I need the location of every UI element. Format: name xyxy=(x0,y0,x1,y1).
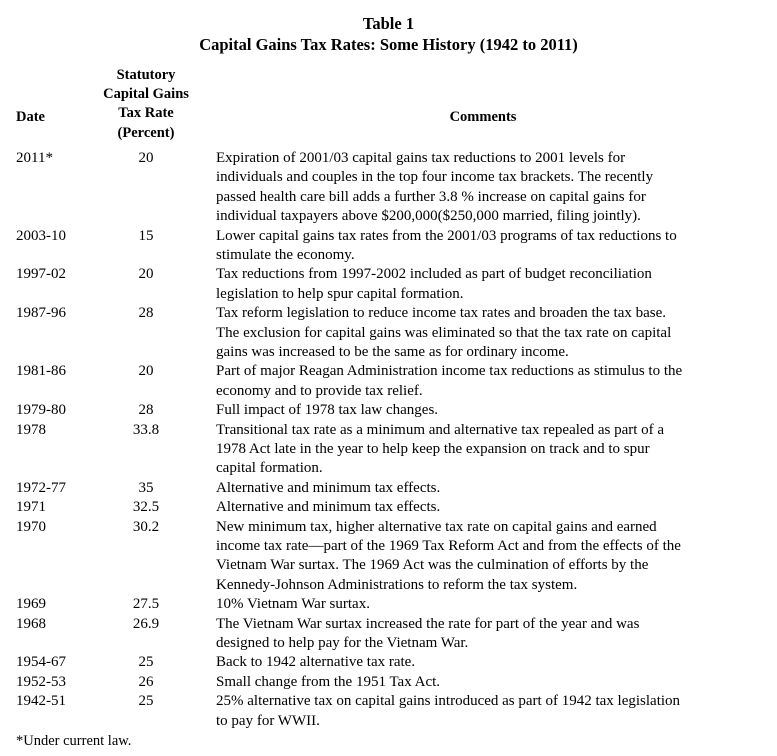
row-date: 1981-86 xyxy=(16,363,66,380)
header-tax-rate xyxy=(90,66,202,143)
row-comment-line: Full impact of 1978 tax law changes. xyxy=(216,402,439,419)
row-comment-line: New minimum tax, higher alternative tax rate on capital gains and earned xyxy=(216,518,657,535)
header-tax-rate-line: (Percent) xyxy=(117,124,175,141)
row-date: 1997-02 xyxy=(16,266,66,283)
row-comment-line: Expiration of 2001/03 capital gains tax reductions to 2001 levels for xyxy=(216,150,626,166)
row-date: 1968 xyxy=(16,615,46,632)
row-date: 1942-51 xyxy=(16,693,66,710)
row-tax-rate: 30.2 xyxy=(132,518,160,535)
row-date: 1979-80 xyxy=(16,402,66,419)
header-tax-rate-line: Tax Rate xyxy=(118,105,174,122)
row-comment xyxy=(216,595,756,614)
row-comment-line: Kennedy-Johnson Administrations to reform the tax system. xyxy=(216,576,578,593)
row-comment xyxy=(216,401,756,420)
row-comment-line: Small change from the 1951 Tax Act. xyxy=(216,673,441,690)
row-comment xyxy=(216,421,756,479)
table-title: Table 1 xyxy=(362,14,415,33)
row-date: 1969 xyxy=(16,596,46,613)
row-tax-rate: 33.8 xyxy=(132,421,160,438)
row-comment-line: 25% alternative tax on capital gains introduced as part of 1942 tax legislation xyxy=(216,693,681,710)
row-comment-line: 10% Vietnam War surtax. xyxy=(216,596,370,613)
row-tax-rate: 20 xyxy=(138,150,154,166)
row-comment-line: legislation to help spur capital formation. xyxy=(216,285,464,302)
row-comment xyxy=(216,653,756,672)
row-comment-line: Transitional tax rate as a minimum and alternative tax repealed as part of a xyxy=(216,421,665,438)
row-comment-line: The Vietnam War surtax increased the rate for part of the year and was xyxy=(216,615,640,632)
row-comment-line: Tax reductions from 1997-2002 included as part of budget reconciliation xyxy=(216,266,652,283)
row-tax-rate: 25 xyxy=(138,654,154,671)
row-comment-line: gains was increased to be the same as for ordinary income. xyxy=(216,344,569,360)
header-comments: Comments xyxy=(449,109,517,125)
row-comment xyxy=(216,615,756,654)
row-date: 1971 xyxy=(16,499,46,516)
row-date: 1954-67 xyxy=(16,654,66,671)
row-comment-line: Part of major Reagan Administration income tax reductions as stimulus to the xyxy=(216,363,683,380)
row-comment-line: economy and to provide tax relief. xyxy=(216,382,423,399)
row-comment-line: designed to help pay for the Vietnam War. xyxy=(216,635,469,651)
row-comment-line: individuals and couples in the top four income tax brackets. The recently xyxy=(216,169,654,186)
row-comment xyxy=(216,362,756,401)
row-tax-rate: 25 xyxy=(138,693,154,710)
row-tax-rate: 35 xyxy=(138,479,154,496)
row-date: 1952-53 xyxy=(16,673,66,690)
row-comment-line: income tax rate—part of the 1969 Tax Reform Act and from the effects of the xyxy=(216,538,681,554)
row-comment xyxy=(216,149,756,227)
row-tax-rate: 26 xyxy=(138,673,154,690)
row-comment-line: individual taxpayers above $200,000($250,000 married, filing jointly). xyxy=(216,208,641,225)
row-tax-rate: 32.5 xyxy=(132,499,160,516)
row-comment-line: Alternative and minimum tax effects. xyxy=(216,479,441,496)
row-comment xyxy=(216,498,756,517)
row-comment xyxy=(216,265,756,304)
row-tax-rate: 28 xyxy=(138,305,154,322)
row-tax-rate: 20 xyxy=(138,266,154,283)
row-date: 2003-10 xyxy=(16,227,66,244)
row-comment-line: Lower capital gains tax rates from the 2001/03 programs of tax reductions to xyxy=(216,227,677,244)
row-comment-line: Vietnam War surtax. The 1969 Act was the culmination of efforts by the xyxy=(216,557,649,574)
row-comment xyxy=(216,479,756,498)
row-tax-rate: 20 xyxy=(138,363,154,380)
row-date: 1987-96 xyxy=(16,305,66,322)
row-tax-rate: 27.5 xyxy=(132,596,160,613)
row-comment-line: passed health care bill adds a further 3.8 % increase on capital gains for xyxy=(216,188,646,205)
row-comment xyxy=(216,518,756,596)
row-comment-line: Tax reform legislation to reduce income tax rates and broaden the tax base. xyxy=(216,305,667,322)
row-comment-line: Alternative and minimum tax effects. xyxy=(216,499,441,516)
row-comment-line: The exclusion for capital gains was eliminated so that the tax rate on capital xyxy=(216,324,672,341)
row-comment xyxy=(216,304,756,362)
row-comment-line: to pay for WWII. xyxy=(216,712,320,729)
row-date: 1970 xyxy=(16,518,46,535)
row-comment-line: 1978 Act late in the year to help keep the expansion on track and to spur xyxy=(216,441,650,457)
row-date: 1972-77 xyxy=(16,479,66,496)
table-subtitle: Capital Gains Tax Rates: Some History (1942 to 2011) xyxy=(199,35,578,54)
header-date: Date xyxy=(16,109,45,125)
row-comment-line: stimulate the economy. xyxy=(216,247,355,263)
row-tax-rate: 15 xyxy=(138,227,154,244)
header-tax-rate-line: Capital Gains xyxy=(103,86,189,103)
header-tax-rate-line: Statutory xyxy=(116,67,176,83)
row-comment-line: Back to 1942 alternative tax rate. xyxy=(216,654,416,671)
row-comment-line: capital formation. xyxy=(216,460,323,477)
row-date: 1978 xyxy=(16,421,46,438)
row-comment xyxy=(216,673,756,692)
row-tax-rate: 26.9 xyxy=(132,615,160,632)
row-comment xyxy=(216,692,756,731)
footnote: *Under current law. xyxy=(16,733,132,749)
row-tax-rate: 28 xyxy=(138,402,154,419)
row-comment xyxy=(216,227,756,266)
row-date: 2011* xyxy=(16,150,53,166)
